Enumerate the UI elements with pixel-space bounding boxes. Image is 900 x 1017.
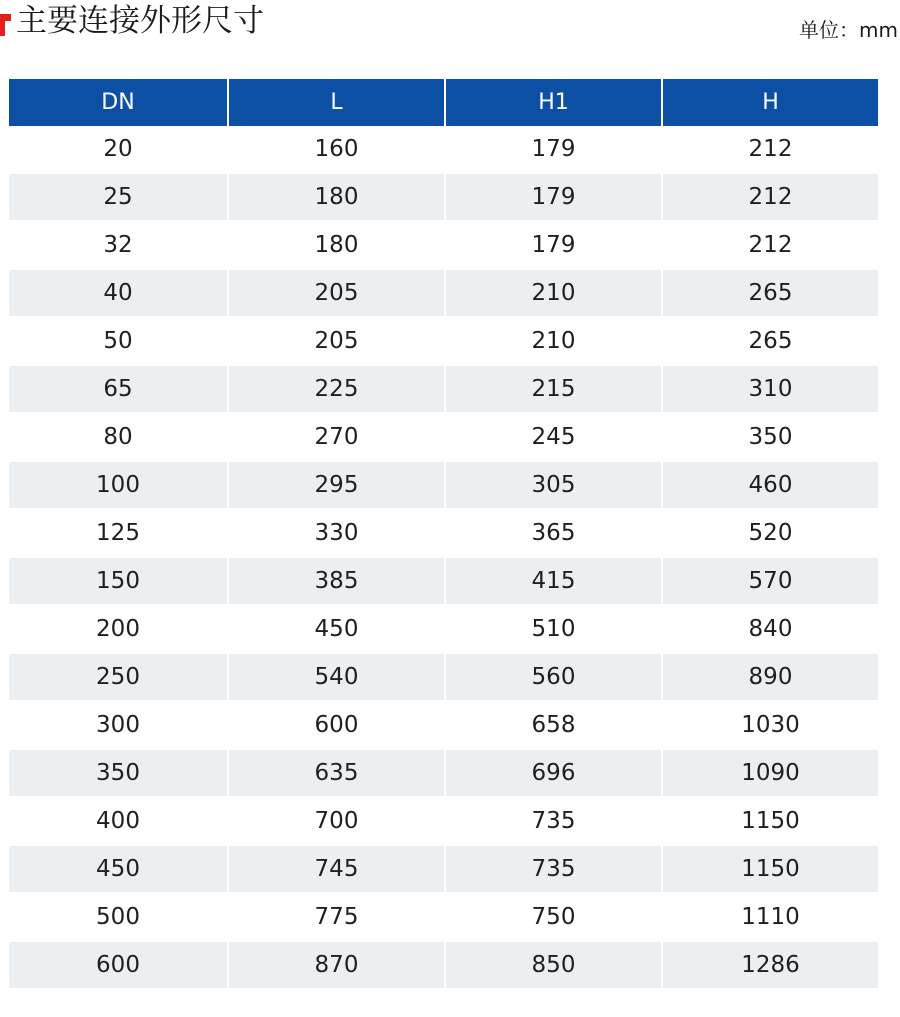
cell-dn: 20 xyxy=(9,126,227,174)
table-row xyxy=(9,318,878,366)
column-header-h: H xyxy=(663,79,878,126)
cell-dn: 250 xyxy=(9,654,227,702)
cell-l: 385 xyxy=(229,558,444,606)
cell-h: 212 xyxy=(663,174,878,222)
table-row xyxy=(9,942,878,990)
table-row xyxy=(9,174,878,222)
cell-h: 1150 xyxy=(663,846,878,894)
cell-h1: 245 xyxy=(446,414,661,462)
column-header-h1: H1 xyxy=(446,79,661,126)
cell-l: 160 xyxy=(229,126,444,174)
cell-h1: 179 xyxy=(446,222,661,270)
cell-h: 1110 xyxy=(663,894,878,942)
cell-h: 265 xyxy=(663,318,878,366)
cell-dn: 300 xyxy=(9,702,227,750)
table-row xyxy=(9,222,878,270)
cell-dn: 200 xyxy=(9,606,227,654)
cell-l: 600 xyxy=(229,702,444,750)
cell-h1: 850 xyxy=(446,942,661,990)
cell-h: 520 xyxy=(663,510,878,558)
cell-h1: 510 xyxy=(446,606,661,654)
cell-l: 700 xyxy=(229,798,444,846)
cell-dn: 450 xyxy=(9,846,227,894)
cell-h: 350 xyxy=(663,414,878,462)
cell-h1: 210 xyxy=(446,270,661,318)
cell-h: 1090 xyxy=(663,750,878,798)
cell-h1: 179 xyxy=(446,126,661,174)
cell-h: 890 xyxy=(663,654,878,702)
cell-h: 212 xyxy=(663,222,878,270)
table-row xyxy=(9,126,878,174)
table-body xyxy=(9,126,878,990)
cell-l: 745 xyxy=(229,846,444,894)
cell-h: 570 xyxy=(663,558,878,606)
cell-h1: 365 xyxy=(446,510,661,558)
cell-h1: 560 xyxy=(446,654,661,702)
cell-h1: 696 xyxy=(446,750,661,798)
cell-h: 265 xyxy=(663,270,878,318)
cell-dn: 350 xyxy=(9,750,227,798)
table-row xyxy=(9,558,878,606)
cell-h: 840 xyxy=(663,606,878,654)
cell-h1: 215 xyxy=(446,366,661,414)
cell-h1: 305 xyxy=(446,462,661,510)
cell-l: 635 xyxy=(229,750,444,798)
cell-dn: 50 xyxy=(9,318,227,366)
cell-l: 450 xyxy=(229,606,444,654)
cell-l: 295 xyxy=(229,462,444,510)
table-row xyxy=(9,654,878,702)
cell-h: 1150 xyxy=(663,798,878,846)
cell-dn: 150 xyxy=(9,558,227,606)
table-row xyxy=(9,894,878,942)
table-row xyxy=(9,270,878,318)
cell-dn: 40 xyxy=(9,270,227,318)
cell-h: 212 xyxy=(663,126,878,174)
column-header-dn: DN xyxy=(9,79,227,126)
cell-l: 205 xyxy=(229,318,444,366)
dimension-table-container xyxy=(9,79,878,990)
page-title: 主要连接外形尺寸 xyxy=(16,3,264,39)
cell-l: 870 xyxy=(229,942,444,990)
cell-h1: 415 xyxy=(446,558,661,606)
cell-dn: 600 xyxy=(9,942,227,990)
table-row xyxy=(9,606,878,654)
table-row xyxy=(9,846,878,894)
unit-note: 单位：mm xyxy=(799,18,898,42)
table-row xyxy=(9,414,878,462)
cell-h1: 750 xyxy=(446,894,661,942)
page-header xyxy=(0,0,900,60)
cell-h1: 179 xyxy=(446,174,661,222)
cell-h1: 658 xyxy=(446,702,661,750)
table-row xyxy=(9,750,878,798)
cell-h1: 210 xyxy=(446,318,661,366)
table-row xyxy=(9,798,878,846)
table-row xyxy=(9,510,878,558)
cell-l: 270 xyxy=(229,414,444,462)
cell-dn: 25 xyxy=(9,174,227,222)
table-row xyxy=(9,462,878,510)
cell-h: 310 xyxy=(663,366,878,414)
cell-l: 775 xyxy=(229,894,444,942)
table-header-row xyxy=(9,79,878,126)
dimension-table xyxy=(7,79,880,990)
cell-dn: 65 xyxy=(9,366,227,414)
cell-l: 540 xyxy=(229,654,444,702)
column-header-l: L xyxy=(229,79,444,126)
cell-h1: 735 xyxy=(446,798,661,846)
table-row xyxy=(9,702,878,750)
cell-dn: 100 xyxy=(9,462,227,510)
cell-h: 460 xyxy=(663,462,878,510)
cell-l: 205 xyxy=(229,270,444,318)
cell-h: 1286 xyxy=(663,942,878,990)
cell-l: 180 xyxy=(229,174,444,222)
cell-l: 225 xyxy=(229,366,444,414)
cell-dn: 125 xyxy=(9,510,227,558)
table-row xyxy=(9,366,878,414)
cell-l: 330 xyxy=(229,510,444,558)
accent-mark-icon xyxy=(0,14,11,36)
cell-dn: 400 xyxy=(9,798,227,846)
cell-dn: 32 xyxy=(9,222,227,270)
cell-dn: 500 xyxy=(9,894,227,942)
cell-h1: 735 xyxy=(446,846,661,894)
cell-h: 1030 xyxy=(663,702,878,750)
cell-dn: 80 xyxy=(9,414,227,462)
cell-l: 180 xyxy=(229,222,444,270)
